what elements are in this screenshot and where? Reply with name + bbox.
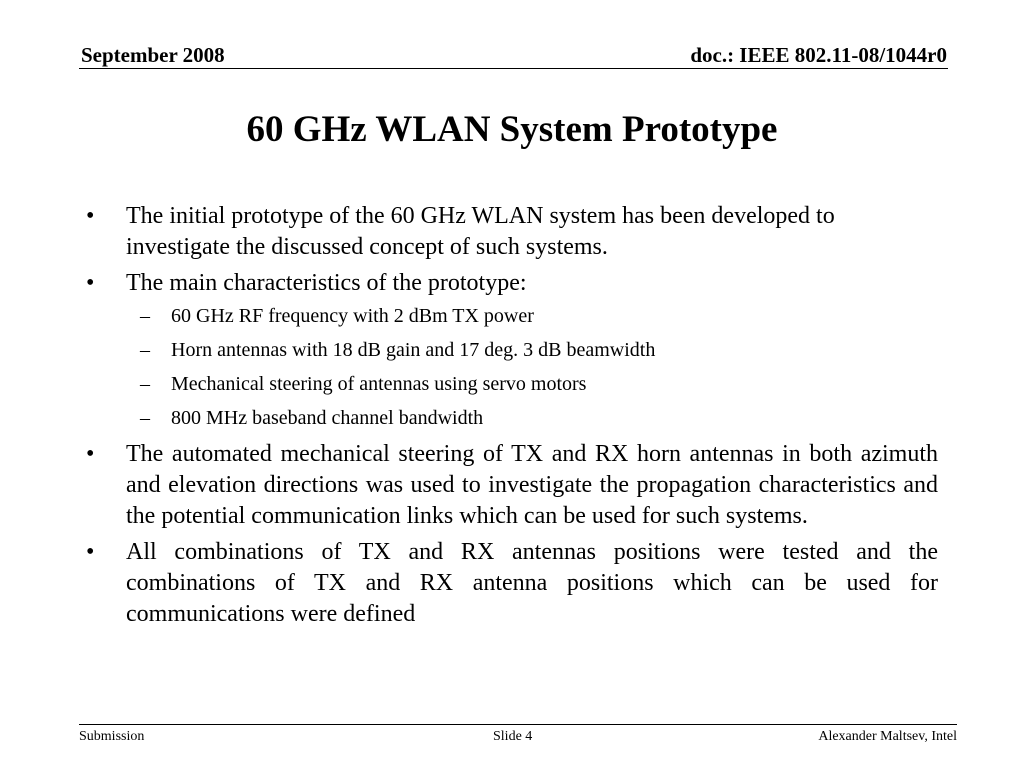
footer-divider [79,724,957,725]
footer-slide-number: Slide 4 [493,729,533,744]
bullet-item [86,201,938,263]
sub-bullet-marker: – [140,373,150,395]
bullet-text: All combinations of TX and RX antennas positions were tested and the combinations of TX and RX antenna positions which can be used for communications were defined [126,539,938,627]
slide-title: 60 GHz WLAN System Prototype [246,109,778,150]
sub-bullet-item [86,371,938,398]
sub-bullet-marker: – [140,407,150,429]
sub-bullet-item [86,303,938,330]
header-doc-id: doc.: IEEE 802.11-08/1044r0 [690,43,947,67]
bullet-marker: • [86,441,95,467]
sub-bullet-marker: – [140,339,150,361]
bullet-marker: • [86,539,95,565]
sub-bullet-text: Mechanical steering of antennas using servo motors [171,373,587,395]
sub-bullet-list [86,303,938,432]
bullet-item [86,439,938,532]
sub-bullet-text: 800 MHz baseband channel bandwidth [171,407,484,429]
bullet-marker: • [86,203,95,229]
sub-bullet-item [86,405,938,432]
sub-bullet-text: Horn antennas with 18 dB gain and 17 deg. 3 dB beamwidth [171,339,656,361]
sub-bullet-marker: – [140,305,150,327]
footer-author: Alexander Maltsev, Intel [818,729,957,744]
header-date: September 2008 [81,43,225,67]
bullet-text: The main characteristics of the prototype: [126,270,527,296]
bullet-item [86,268,938,299]
bullet-text: The automated mechanical steering of TX and RX horn antennas in both azimuth and elevation directions was used to investigate the propagation characteristics and the potential communication links which can be used for such systems. [126,441,938,529]
bullet-item [86,537,938,630]
header-divider [79,68,948,69]
bullet-text: The initial prototype of the 60 GHz WLAN system has been developed to investigate the discussed concept of such systems. [126,203,835,260]
sub-bullet-text: 60 GHz RF frequency with 2 dBm TX power [171,305,534,327]
sub-bullet-item [86,337,938,364]
footer-submission: Submission [79,729,145,744]
bullet-marker: • [86,270,95,296]
slide-body [86,201,938,635]
